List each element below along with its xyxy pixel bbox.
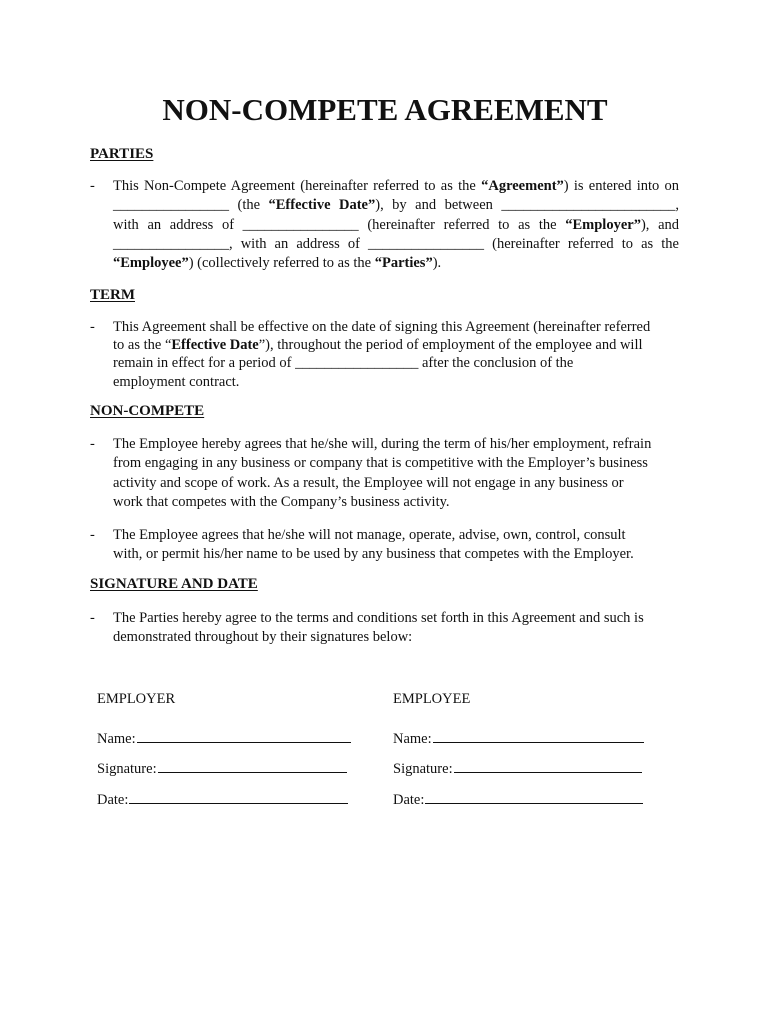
employer-heading: EMPLOYER (97, 691, 176, 707)
employer-date-label: Date: (97, 792, 129, 808)
term-line-2: to as the “Effective Date”), throughout the period of employment of the employee and will (113, 337, 643, 354)
employee-signature-row (393, 758, 642, 778)
employer-signature-field[interactable] (158, 758, 347, 773)
employee-name-label: Name: (393, 731, 432, 747)
non-compete-paragraph-1 (113, 435, 679, 512)
term-line-1: This Agreement shall be effective on the date of signing this Agreement (hereinafter referred (113, 319, 651, 335)
employer-name-row (97, 728, 351, 748)
bullet-dash: - (90, 436, 95, 452)
employee-date-label: Date: (393, 792, 425, 808)
employee-signature-label: Signature: (393, 761, 453, 777)
section-heading-signature: SIGNATURE AND DATE (90, 576, 258, 592)
term-line-3: remain in effect for a period of _________________ after the conclusion of the (113, 355, 574, 372)
non-compete-line-1: The Employee hereby agrees that he/she will, during the term of his/her employment, refrain (113, 436, 652, 452)
employer-signature-row (97, 758, 347, 778)
section-heading-parties: PARTIES (90, 146, 154, 162)
non-compete-line-4: work that competes with the Company’s business activity. (113, 493, 450, 510)
employer-name-field[interactable] (137, 728, 351, 743)
bullet-dash: - (90, 610, 95, 626)
parties-paragraph (113, 177, 679, 273)
parties-line-1: This Non-Compete Agreement (hereinafter referred to as the “Agreement”) is entered into on (113, 178, 679, 194)
term-paragraph (113, 318, 679, 391)
employer-date-field[interactable] (129, 789, 348, 804)
section-heading-non-compete: NON-COMPETE (90, 403, 205, 419)
signature-line-2: demonstrated throughout by their signatures below: (113, 629, 413, 646)
bullet-dash: - (90, 178, 95, 194)
employee-name-row (393, 728, 644, 748)
non-compete-line-6: with, or permit his/her name to be used by any business that competes with the Employer. (113, 546, 634, 563)
non-compete-line-2: from engaging in any business or company that is competitive with the Employer’s business (113, 455, 648, 472)
bullet-dash: - (90, 319, 95, 335)
employee-name-field[interactable] (433, 728, 644, 743)
document-title: NON-COMPETE AGREEMENT (162, 92, 608, 127)
term-line-4: employment contract. (113, 373, 240, 390)
employer-signature-label: Signature: (97, 761, 157, 777)
parties-line-3: with an address of ________________ (hereinafter referred to as the “Employer”), and (113, 216, 680, 233)
employee-heading: EMPLOYEE (393, 691, 471, 707)
parties-line-4: ________________, with an address of ________________ (hereinafter referred to as the (113, 235, 679, 252)
section-heading-term: TERM (90, 287, 135, 303)
parties-line-2: ________________ (the “Effective Date”), by and between ________________________, (113, 197, 679, 214)
employer-name-label: Name: (97, 731, 136, 747)
employee-signature-field[interactable] (454, 758, 642, 773)
employee-date-field[interactable] (425, 789, 643, 804)
employee-date-row (393, 789, 643, 809)
bullet-dash: - (90, 527, 95, 543)
signature-paragraph (113, 609, 679, 648)
employer-date-row (97, 789, 348, 809)
parties-line-5: “Employee”) (collectively referred to as the “Parties”). (113, 255, 442, 272)
signature-line-1: The Parties hereby agree to the terms and conditions set forth in this Agreement and such is (113, 610, 644, 626)
non-compete-paragraph-2 (113, 526, 679, 565)
non-compete-line-3: activity and scope of work. As a result, the Employee will not engage in any business or (113, 474, 624, 491)
non-compete-line-5: The Employee agrees that he/she will not manage, operate, advise, own, control, consult (113, 527, 626, 543)
